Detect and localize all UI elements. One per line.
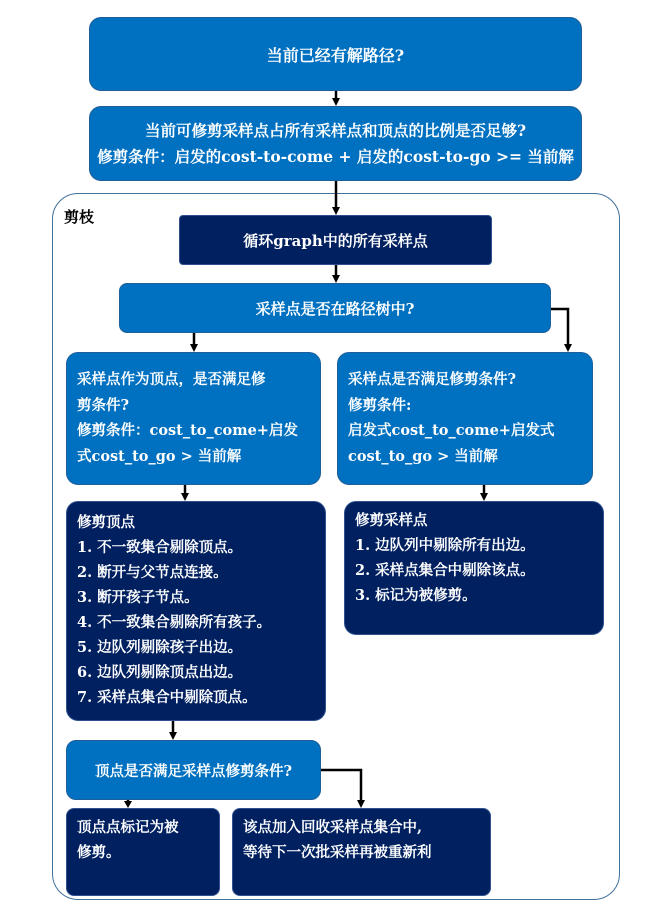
prune-vertex-step: 7. 采样点集合中剔除顶点。 [77, 689, 257, 706]
vertex-condition-line1: 采样点作为顶点，是否满足修 [77, 371, 266, 388]
vertex-condition-line3: 修剪条件：cost_to_come+启发 [77, 422, 298, 439]
prune-vertex-step: 1. 不一致集合剔除顶点。 [77, 539, 243, 556]
recycle-line2: 等待下一次批采样再被重新利 [243, 844, 432, 861]
arrow-question-to-recycle [321, 770, 361, 800]
recycle-line1: 该点加入回收采样点集合中, [243, 819, 423, 836]
vertex-condition-line4: 式cost_to_go > 当前解 [77, 447, 242, 465]
prune-ratio-line2: 修剪条件：启发的cost-to-come + 启发的cost-to-go >= 当前解 [97, 146, 574, 166]
prune-vertex-step: 6. 边队列剔除顶点出边。 [77, 664, 243, 681]
arrow-intree-to-sample [551, 309, 568, 344]
sample-condition-line4: cost_to_go > 当前解 [348, 447, 498, 465]
sample-condition-line3: 启发式cost_to_come+启发式 [348, 422, 555, 439]
prune-vertex-step: 2. 断开与父节点连接。 [77, 564, 228, 581]
vertex-condition-line2: 剪条件? [77, 396, 129, 414]
prune-sample-step: 2. 采样点集合中剔除该点。 [355, 562, 535, 579]
prune-sample-step: 3. 标记为被修剪。 [355, 587, 477, 604]
prune-sample-title: 修剪采样点 [355, 512, 428, 529]
mark-pruned-line1: 顶点点标记为被 [77, 819, 179, 836]
in-tree-text: 采样点是否在路径树中? [255, 299, 415, 318]
prune-vertex-step: 5. 边队列剔除孩子出边。 [77, 639, 243, 656]
loop-samples-text: 循环graph中的所有采样点 [243, 231, 428, 250]
pruning-group-title: 剪枝 [64, 208, 95, 226]
vertex-sample-text: 顶点是否满足采样点修剪条件? [95, 762, 292, 780]
prune-vertex-title: 修剪顶点 [77, 514, 135, 531]
prune-vertex-step: 3. 断开孩子节点。 [77, 589, 199, 606]
mark-pruned-line2: 修剪。 [77, 844, 121, 861]
sample-condition-line1: 采样点是否满足修剪条件? [348, 371, 516, 388]
prune-ratio-line1: 当前可修剪采样点占所有采样点和顶点的比例是否足够? [144, 120, 527, 140]
has-solution-text: 当前已经有解路径? [266, 45, 405, 65]
prune-vertex-step: 4. 不一致集合剔除所有孩子。 [77, 614, 272, 631]
prune-sample-step: 1. 边队列中剔除所有出边。 [355, 537, 535, 554]
sample-condition-line2: 修剪条件: [348, 396, 412, 414]
